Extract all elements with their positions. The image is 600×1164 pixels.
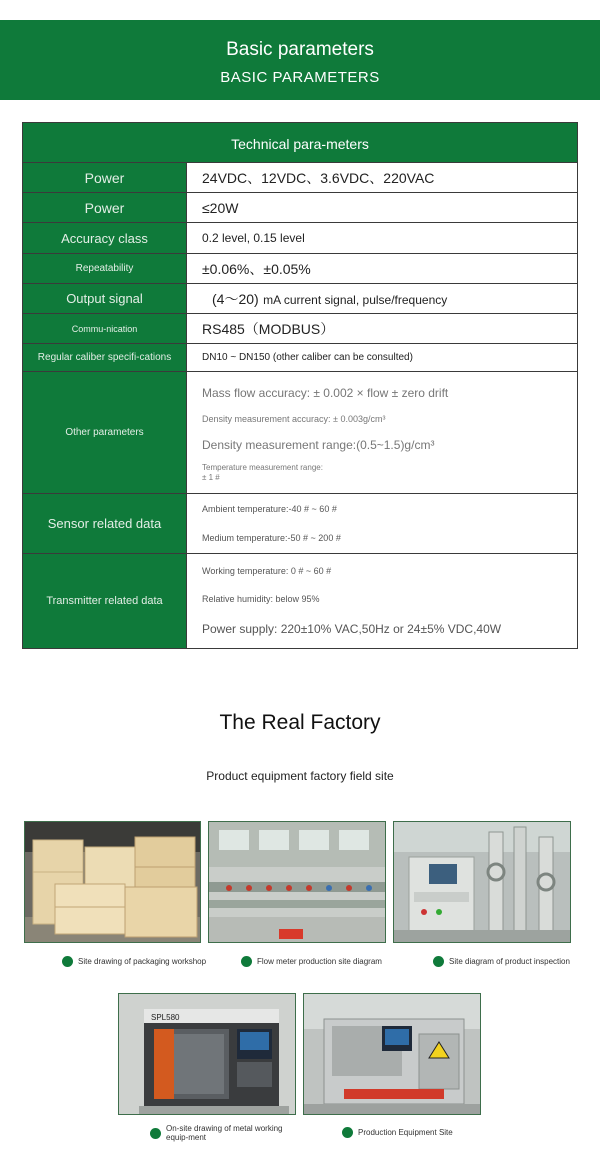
row-label: Output signal [23,284,187,314]
parameters-table [22,122,578,649]
header-title: Basic parameters [226,39,374,60]
row-value: DN10 ~ DN150 (other caliber can be consulted) [187,344,578,372]
table-title: Technical para-meters [23,123,578,163]
header-subtitle: BASIC PARAMETERS [220,69,380,86]
caption-text: Site drawing of packaging workshop [78,957,207,966]
caption-packaging [62,956,206,967]
caption-text: Site diagram of product inspection [449,957,570,966]
row-label: Other parameters [23,372,187,494]
row-label: Sensor related data [23,494,187,554]
caption-flow-meter [241,956,382,967]
row-value [187,284,578,314]
row-value: RS485（MODBUS） [187,314,578,344]
caption-text: Flow meter production site diagram [257,957,382,966]
product-inspection-photo [393,821,571,943]
table-title-row [23,123,578,163]
row-label: Regular caliber specifi-cations [23,344,187,372]
packaging-workshop-photo [24,821,201,943]
caption-metal-working [150,1124,290,1142]
output-signal-text: mA current signal, pulse/frequency [263,292,448,307]
row-label: Transmitter related data [23,554,187,649]
power-supply: Power supply: 220±10% VAC,50Hz or 24±5% VDC,40W [202,622,502,636]
medium-temperature: Medium temperature:-50 # ~ 200 # [202,533,341,543]
table-row [23,163,578,193]
table-row [23,223,578,254]
table-row [23,254,578,284]
row-value: ±0.06%、±0.05% [187,254,578,284]
temp-range-label: Temperature measurement range: [202,463,323,472]
table-row [23,284,578,314]
row-label: Accuracy class [23,223,187,254]
table-row [23,314,578,344]
table-row-transmitter [23,554,578,649]
row-label: Repeatability [23,254,187,284]
sensor-cell [187,494,578,554]
row-value: ≤20W [187,193,578,223]
bullet-dot-icon [433,956,444,967]
working-temperature: Working temperature: 0 # ~ 60 # [202,566,332,576]
bullet-dot-icon [62,956,73,967]
row-label: Power [23,193,187,223]
caption-inspection [433,956,570,967]
row-value: 0.2 level, 0.15 level [187,223,578,254]
mass-flow-accuracy: Mass flow accuracy: ± 0.002 × flow ± zero drift [202,386,449,400]
other-params-cell [187,372,578,494]
bullet-dot-icon [150,1128,161,1139]
table-row [23,193,578,223]
caption-text: Production Equipment Site [358,1128,453,1137]
caption-production-equipment [342,1127,453,1138]
production-equipment-photo [303,993,481,1115]
machine-brand-label: SPL580 [151,1013,180,1022]
relative-humidity: Relative humidity: below 95% [202,594,320,604]
row-value: 24VDC、12VDC、3.6VDC、220VAC [187,163,578,193]
row-label: Commu-nication [23,314,187,344]
bullet-dot-icon [342,1127,353,1138]
density-range: Density measurement range:(0.5~1.5)g/cm³ [202,438,435,452]
table-row [23,344,578,372]
flow-meter-production-photo [208,821,386,943]
table-row-other [23,372,578,494]
factory-title: The Real Factory [219,711,381,734]
bullet-dot-icon [241,956,252,967]
transmitter-cell [187,554,578,649]
factory-subtitle: Product equipment factory field site [206,769,394,783]
temp-range-value: ± 1 # [202,473,220,482]
header-banner [0,20,600,100]
density-accuracy: Density measurement accuracy: ± 0.003g/cm³ [202,414,386,424]
table-row-sensor [23,494,578,554]
ambient-temperature: Ambient temperature:-40 # ~ 60 # [202,504,337,514]
metal-working-equipment-photo [118,993,296,1115]
row-label: Power [23,163,187,193]
output-signal-range: (4～20) [212,290,259,307]
caption-text: On-site drawing of metal working equip-ment [166,1124,283,1142]
